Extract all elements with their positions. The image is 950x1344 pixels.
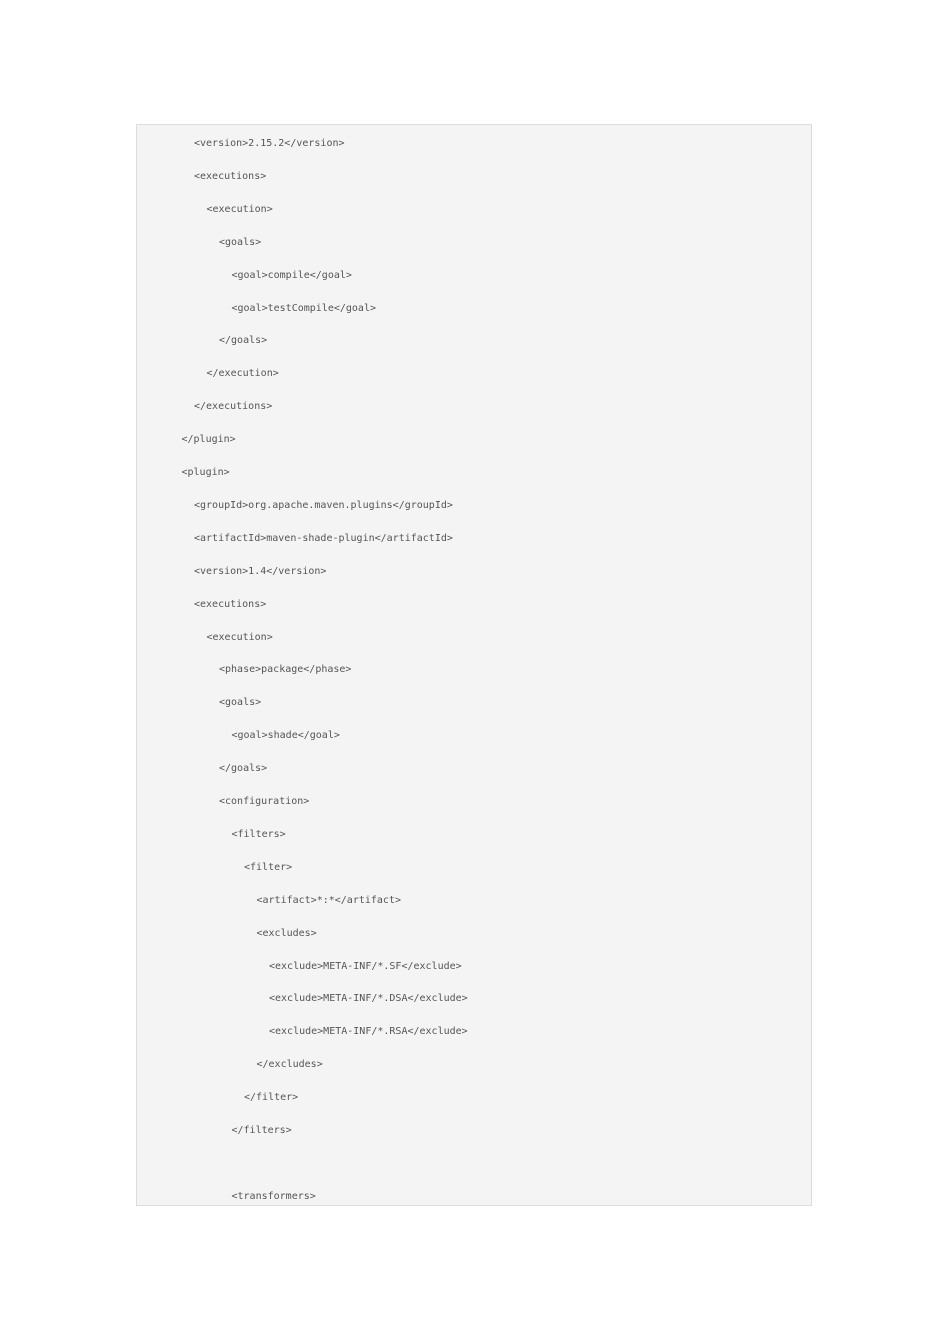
code-line: </goals>: [219, 335, 268, 347]
code-line: </goals>: [219, 763, 268, 775]
code-line: <configuration>: [219, 796, 310, 807]
code-line: <goals>: [219, 697, 262, 709]
code-line: </filters>: [231, 1125, 292, 1136]
code-line: <goals>: [219, 236, 262, 248]
code-line: <version>2.15.2</version>: [194, 138, 345, 149]
code-line: <filter>: [244, 861, 293, 873]
code-line: <plugin>: [181, 467, 230, 478]
code-line: <goal>testCompile</goal>: [231, 302, 376, 314]
code-line: </plugin>: [181, 434, 236, 446]
code-line: <artifactId>maven-shade-plugin</artifactId>: [194, 532, 453, 544]
code-line: </excludes>: [256, 1059, 323, 1071]
code-line: <exclude>META-INF/*.DSA</exclude>: [269, 993, 468, 1005]
code-line: <groupId>org.apache.maven.plugins</groupId>: [194, 499, 453, 511]
code-line: <goal>compile</goal>: [231, 269, 352, 281]
code-line: <version>1.4</version>: [194, 565, 327, 577]
code-line: <execution>: [206, 631, 273, 643]
code-line: <executions>: [194, 170, 267, 182]
code-block: [136, 124, 812, 1206]
code-line: <execution>: [206, 203, 273, 215]
code-line: <exclude>META-INF/*.RSA</exclude>: [269, 1026, 468, 1038]
code-line: <executions>: [194, 598, 267, 610]
code-line: </executions>: [194, 401, 273, 413]
code-line: <filters>: [231, 828, 286, 840]
code-line: <excludes>: [256, 927, 317, 939]
code-line: </filter>: [244, 1092, 299, 1104]
code-line: <exclude>META-INF/*.SF</exclude>: [269, 960, 462, 972]
code-line: <artifact>*:*</artifact>: [256, 894, 401, 906]
code-line: <transformers>: [231, 1190, 316, 1202]
code-line: <phase>package</phase>: [219, 664, 352, 676]
code-line: </execution>: [206, 368, 279, 380]
code-line: <goal>shade</goal>: [231, 730, 340, 742]
